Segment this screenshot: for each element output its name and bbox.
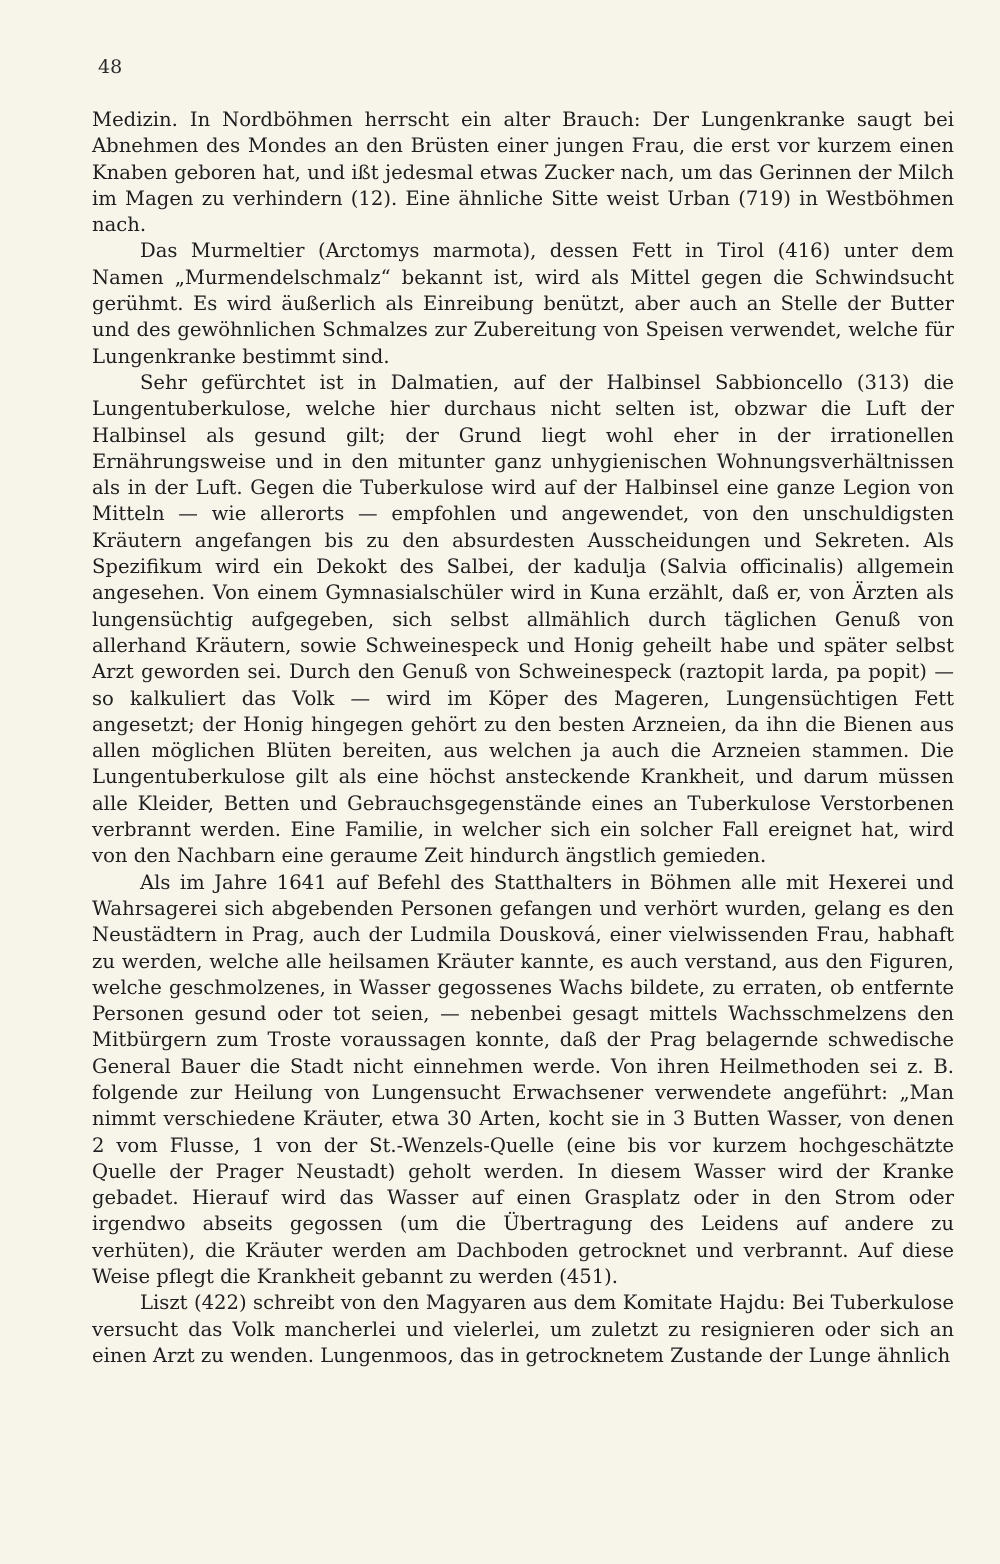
paragraph-murmeltier: Das Murmeltier (Arctomys marmota), dessen Fett in Tirol (416) unter dem Namen „Murmendelschmalz“ bekannt ist, wird als Mittel gegen die Schwindsucht gerühmt. Es wird äußerlich als Einreibung benützt, aber auch an Stelle der Butter und des gewöhnlichen Schmalzes zur Zubereitung von Speisen verwendet, welche für Lungenkranke bestimmt sind.	[92, 239, 954, 368]
paragraph-dalmatien: Sehr gefürchtet ist in Dalmatien, auf der Halbinsel Sabbioncello (313) die Lungentuberkulose, welche hier durchaus nicht selten ist, obzwar die Luft der Halbinsel als gesund gilt; der Grund liegt wohl eher in der irrationellen Ernährungsweise und in den mitunter ganz unhygienischen Wohnungsverhältnissen als in der Luft. Gegen die Tuberkulose wird auf der Halbinsel eine ganze Legion von Mitteln — wie allerorts — empfohlen und angewendet, von den unschuldigsten Kräutern angefangen bis zu den absurdesten Ausscheidungen und Sekreten. Als Spezifikum wird ein Dekokt des Salbei, der kadulja (Salvia officinalis) allgemein angesehen. Von einem Gymnasialschüler wird in Kuna erzählt, daß er, von Ärzten als lungensüchtig aufgegeben, sich selbst allmählich durch täglichen Genuß von allerhand Kräutern, sowie Schweinespeck und Honig geheilt habe und später selbst Arzt geworden sei. Durch den Genuß von Schweinespeck (raztopit larda, pa popit) — so kalkuliert das Volk — wird im Köper des Mageren, Lungensüchtigen Fett angesetzt; der Honig hingegen gehört zu den besten Arzneien, da ihn die Bienen aus allen möglichen Blüten bereiten, aus welchen ja auch die Arzneien stammen. Die Lungentuberkulose gilt als eine höchst ansteckende Krankheit, und darum müssen alle Kleider, Betten und Gebrauchsgegenstände eines an Tuberkulose Verstorbenen verbrannt werden. Eine Familie, in welcher sich ein solcher Fall ereignet hat, wird von den Nachbarn eine geraume Zeit hindurch ängstlich gemieden.	[92, 370, 954, 868]
paragraph-medizin: Medizin. In Nordböhmen herrscht ein alter Brauch: Der Lungenkranke saugt bei Abnehmen des Mondes an den Brüsten einer jungen Frau, die erst vor kurzem einen Knaben geboren hat, und ißt jedesmal etwas Zucker nach, um das Gerinnen der Milch im Magen zu verhindern (12). Eine ähnliche Sitte weist Urban (719) in Westböhmen nach.	[92, 108, 954, 237]
body-text	[92, 107, 954, 1369]
paragraph-liszt: Liszt (422) schreibt von den Magyaren aus dem Komitate Hajdu: Bei Tuberkulose versucht das Volk mancherlei und vielerlei, um zuletzt zu resignieren oder sich an einen Arzt zu wenden. Lungenmoos, das in getrocknetem Zustande der Lunge ähnlich	[92, 1291, 954, 1367]
paragraph-jahre-1641: Als im Jahre 1641 auf Befehl des Statthalters in Böhmen alle mit Hexerei und Wahrsagerei sich abgebenden Personen gefangen und verhört wurden, gelang es den Neustädtern in Prag, auch der Ludmila Dousková, einer vielwissenden Frau, habhaft zu werden, welche alle heilsamen Kräuter kannte, es auch verstand, aus den Figuren, welche geschmolzenes, in Wasser gegossenes Wachs bildete, zu erraten, ob entfernte Personen gesund oder tot seien, — nebenbei gesagt mittels Wachsschmelzens den Mitbürgern zum Troste voraussagen konnte, daß der Prag belagernde schwedische General Bauer die Stadt nicht einnehmen werde. Von ihren Heilmethoden sei z. B. folgende zur Heilung von Lungensucht Erwachsener verwendete angeführt: „Man nimmt verschiedene Kräuter, etwa 30 Arten, kocht sie in 3 Butten Wasser, von denen 2 vom Flusse, 1 von der St.-Wenzels-Quelle (eine bis vor kurzem hochgeschätzte Quelle der Prager Neustadt) geholt werden. In diesem Wasser wird der Kranke gebadet. Hierauf wird das Wasser auf einen Grasplatz oder in den Strom oder irgendwo abseits gegossen (um die Übertragung des Leidens auf andere zu verhüten), die Kräuter werden am Dachboden getrocknet und verbrannt. Auf diese Weise pflegt die Krankheit gebannt zu werden (451).	[92, 870, 954, 1289]
page-number: 48	[98, 56, 123, 78]
